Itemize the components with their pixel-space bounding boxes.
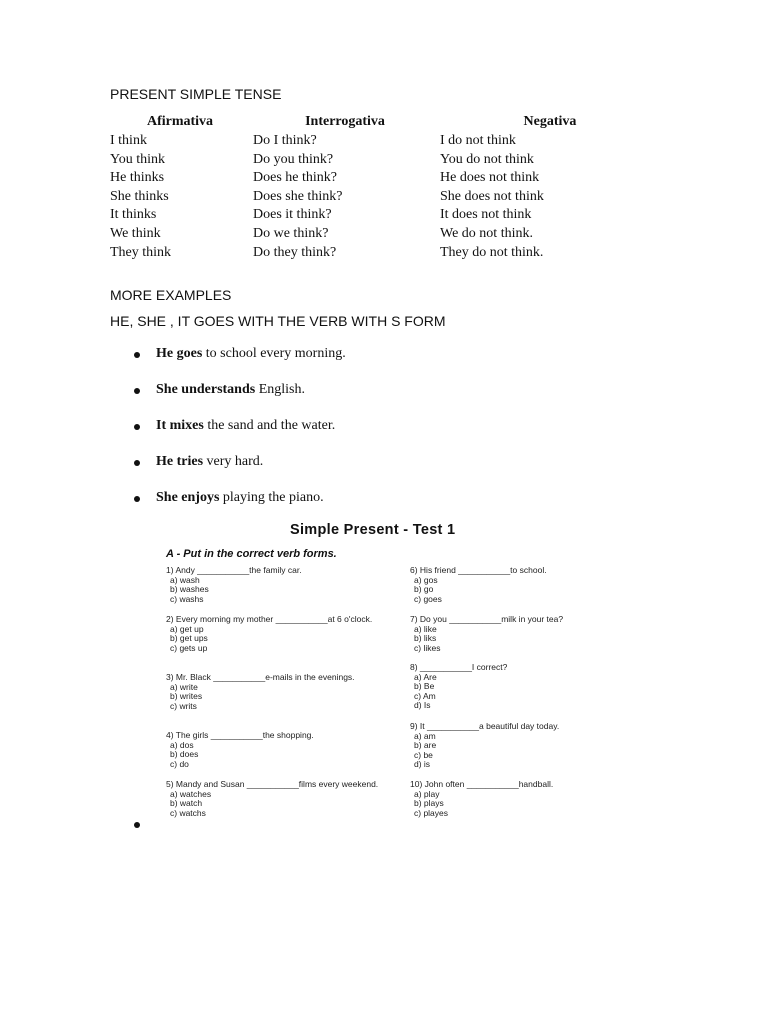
table-cell: You do not think [440,151,534,167]
example-verb: It mixes [156,418,204,433]
question-option: c) likes [414,642,441,653]
question-option: a) write [170,681,198,692]
question-stem: 10) John often ___________handball. [410,779,554,789]
table-cell: She does not think [440,188,544,204]
question-option: b) get ups [170,633,208,644]
example-verb: He goes [156,346,203,361]
question-option: a) am [414,730,436,741]
table-cell: They do not think. [440,244,544,260]
column-interrogativa [253,132,342,262]
example-rest: playing the piano. [219,490,324,505]
question-option: a) dos [170,739,194,750]
bullet-icon [134,388,140,394]
table-cell: You think [110,151,165,167]
more-examples-heading: MORE EXAMPLES [110,287,232,303]
example-rest: English. [255,382,305,397]
question-10 [410,780,610,818]
question-option: b) liks [414,633,437,644]
table-cell: Does it think? [253,207,332,223]
question-1 [166,566,381,604]
question-option: b) watch [170,798,203,809]
question-option: c) writs [170,700,197,711]
question-option: c) goes [414,593,442,604]
question-stem: 7) Do you ___________milk in your tea? [410,614,564,624]
question-option: c) playes [414,807,449,818]
question-option: d) is [414,759,431,770]
table-cell: It thinks [110,207,157,223]
table-cell: Do we think? [253,225,329,241]
bullet-icon [134,822,140,828]
example-verb: She enjoys [156,490,220,505]
question-option: b) plays [414,798,444,809]
question-stem: 6) His friend ___________to school. [410,565,547,575]
example-rest: to school every morning. [202,346,346,361]
header-negativa: Negativa [523,114,577,129]
question-8 [410,663,610,711]
question-option: b) go [414,584,434,595]
table-cell: Do you think? [253,151,334,167]
question-option: b) washes [170,584,209,595]
question-option: b) Be [414,681,435,692]
question-option: b) does [170,749,199,760]
table-cell: We think [110,225,161,241]
test-subtitle: A - Put in the correct verb forms. [166,548,337,560]
question-9 [410,722,610,770]
question-option: a) play [414,788,440,799]
example-rest: the sand and the water. [203,418,336,433]
question-stem: 9) It ___________a beautiful day today. [410,721,560,731]
question-option: a) Are [414,671,437,682]
question-stem: 2) Every morning my mother ___________at 6 o'clock. [166,614,373,624]
table-cell: Does she think? [253,188,343,204]
question-option: a) get up [170,623,204,634]
question-3 [166,673,381,711]
question-option: c) be [414,749,433,760]
bullet-icon [134,496,140,502]
question-option: a) like [414,623,437,634]
question-5 [166,780,381,818]
question-option: c) gets up [170,642,208,653]
question-option: c) Am [414,690,436,701]
table-cell: He does not think [440,170,540,186]
bullet-icon [134,352,140,358]
question-stem: 8) ___________I correct? [410,662,508,672]
rule-heading: HE, SHE , IT GOES WITH THE VERB WITH S FORM [110,313,446,329]
header-interrogativa: Interrogativa [305,114,385,129]
question-option: b) writes [170,691,203,702]
bullet-icon [134,460,140,466]
table-cell: She thinks [110,188,169,204]
question-stem: 1) Andy ___________the family car. [166,565,302,575]
question-option: d) Is [414,700,431,711]
table-cell: I do not think [440,133,516,148]
question-option: c) washs [170,593,204,604]
column-negativa [440,132,544,262]
question-option: c) do [170,758,189,769]
question-4 [166,731,381,769]
question-option: a) watches [170,788,212,799]
table-cell: It does not think [440,207,532,223]
page-title: PRESENT SIMPLE TENSE [110,86,282,102]
question-stem: 4) The girls ___________the shopping. [166,730,314,740]
question-7 [410,615,610,653]
table-cell: Does he think? [253,170,337,186]
table-cell: He thinks [110,170,165,186]
example-verb: She understands [156,382,256,397]
question-option: a) wash [170,574,200,585]
test-title: Simple Present - Test 1 [290,522,456,538]
question-6 [410,566,610,604]
header-afirmativa: Afirmativa [146,114,214,129]
question-option: b) are [414,740,437,751]
question-2 [166,615,381,653]
question-option: a) gos [414,574,438,585]
table-cell: We do not think. [440,225,533,241]
question-stem: 3) Mr. Black ___________e-mails in the evenings. [166,672,355,682]
table-cell: Do they think? [253,244,337,260]
column-afirmativa [110,132,171,262]
bullet-icon [134,424,140,430]
table-cell: I think [110,133,147,148]
example-verb: He tries [156,454,204,469]
example-rest: very hard. [203,454,264,469]
question-option: c) watchs [170,807,206,818]
table-cell: Do I think? [253,133,317,148]
question-stem: 5) Mandy and Susan ___________films every weekend. [166,779,379,789]
table-cell: They think [110,244,172,260]
